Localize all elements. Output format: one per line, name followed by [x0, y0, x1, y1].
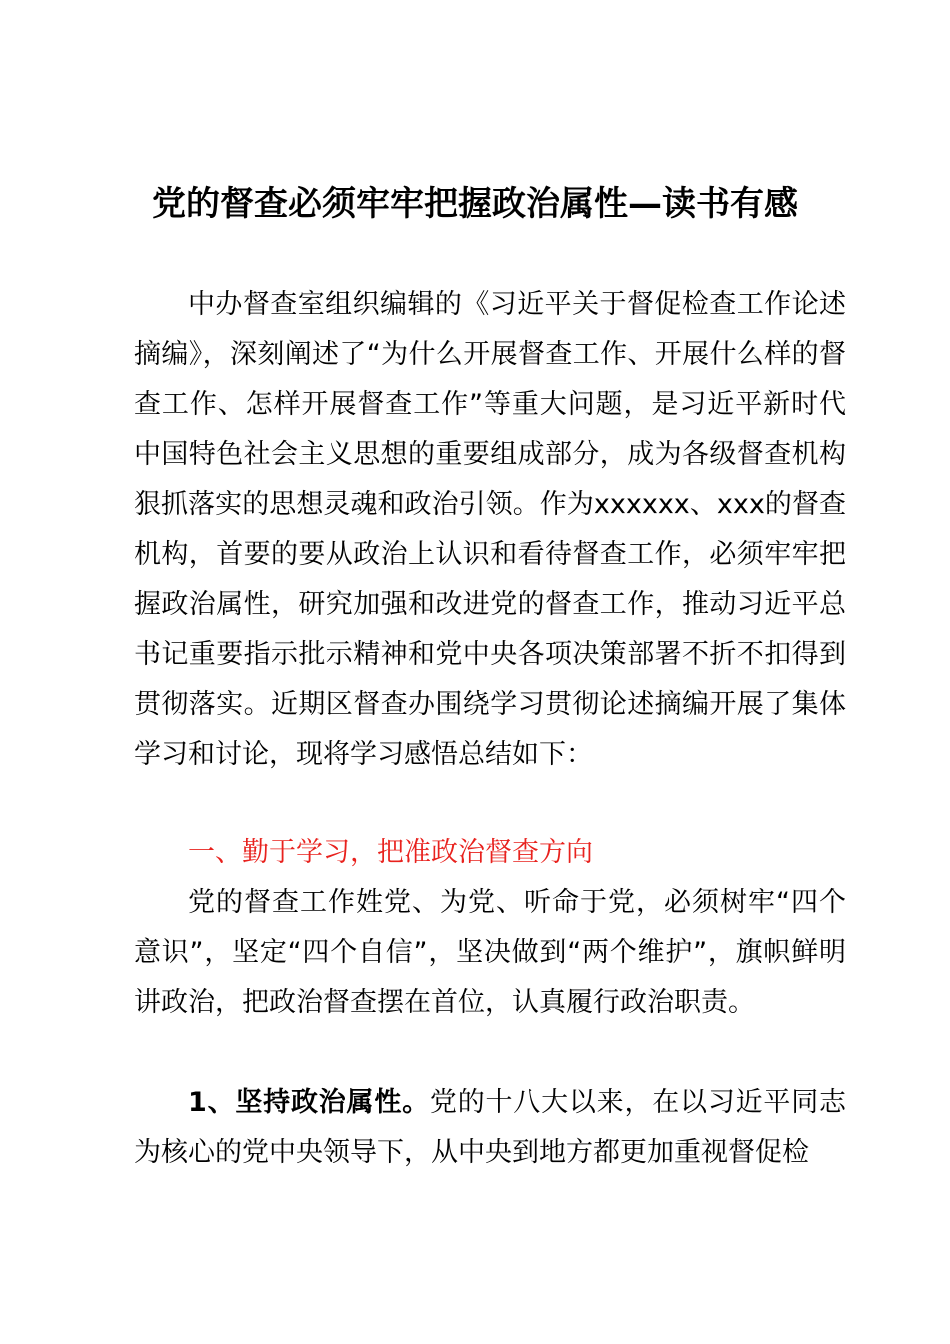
point-one-lead: 1、坚持政治属性。 [188, 1087, 430, 1118]
paragraph-intro [134, 280, 846, 780]
paragraph-intro-text: 中办督查室组织编辑的《习近平关于督促检查工作论述摘编》，深刻阐述了“为什么开展督查工作、开展什么样的督查工作、怎样开展督查工作”等重大问题，是习近平新时代中国特色社会主义思想的重要组成部分，成为各级督查机构狠抓落实的思想灵魂和政治引领。作为xxxxxx、xxx的督查机构，首要的要从政治上认识和看待督查工作，必须牢牢把握政治属性，研究加强和改进党的督查工作，推动习近平总书记重要指示批示精神和党中央各项决策部署不折不扣得到贯彻落实。近期区督查办围绕学习贯彻论述摘编开展了集体学习和讨论，现将学习感悟总结如下： [134, 289, 846, 770]
paragraph-point-one [134, 1078, 846, 1178]
paragraph-section-one [134, 878, 846, 1028]
paragraph-section-one-text: 党的督查工作姓党、为党、听命于党，必须树牢“四个意识”，坚定“四个自信”，坚决做到“两个维护”，旗帜鲜明讲政治，把政治督查摆在首位，认真履行政治职责。 [134, 887, 846, 1018]
section-heading: 一、勤于学习，把准政治督查方向 [188, 837, 593, 868]
paragraph-point-one-text [134, 1078, 846, 1178]
document-title: 党的督查必须牢牢把握政治属性—读书有感 [152, 184, 798, 224]
point-one-body: 党的十八大以来，在以习近平同志为核心的党中央领导下，从中央到地方都更加重视督促检 [134, 1087, 847, 1168]
